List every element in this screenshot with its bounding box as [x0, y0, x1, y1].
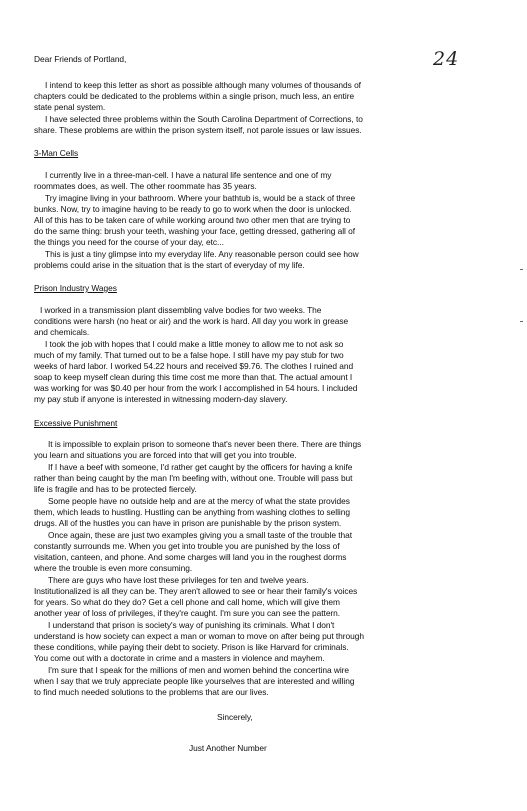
text-line: them, which leads to hustling. Hustling can be anything from washing clothes to selling — [34, 507, 350, 517]
text-line: these conditions, while paying their debt to society. Prison is like Harvard for criminals. — [34, 642, 349, 652]
signature: Just Another Number — [189, 743, 267, 753]
text-line: chapters could be dedicated to the problems within a single prison, much less, an entire — [34, 91, 355, 101]
text-line: Try imagine living in your bathroom. Where your bathtub is, would be a stack of three — [45, 193, 356, 203]
text-line: do the same thing: brush your teeth, washing your face, getting dressed, gathering all of — [34, 226, 355, 236]
text-line: You come out with a doctorate in crime and a masters in violence and mayhem. — [34, 653, 325, 663]
text-line: I took the job with hopes that I could make a little money to allow me to not ask so — [45, 339, 344, 349]
page-number: 24 — [433, 48, 460, 70]
text-line: the things you need for the course of your day, etc... — [34, 237, 224, 247]
text-line: much of my family. That turned out to be a false hope. I still have my pay stub for two — [34, 350, 344, 360]
text-line: If I have a beef with someone, I'd rather get caught by the officers for having a knife — [48, 462, 353, 472]
salutation: Dear Friends of Portland, — [34, 54, 127, 64]
text-line: soap to keep myself clean during this time cost me more than that. The actual amount I — [34, 372, 353, 382]
text-line: I'm sure that I speak for the millions of men and women behind the concertina wire — [48, 665, 350, 675]
text-line: roommates does, as well. The other roommate has 35 years. — [34, 181, 257, 191]
text-line: I currently live in a three-man-cell. I have a natural life sentence and one of my — [45, 170, 332, 180]
text-line: another year of loss of privileges, if they're caught. I'm sure you can see the pattern. — [34, 608, 341, 618]
closing: Sincerely, — [217, 712, 253, 722]
text-line: where the trouble is even more consuming. — [34, 563, 193, 573]
text-line: when I say that we truly appreciate people like yourselves that are interested and willing — [34, 676, 355, 686]
text-line: my pay stub if anyone is interested in witnessing modern-day slavery. — [34, 394, 288, 404]
text-line: drugs. All of the hustles you can have in prison are punishable by the prison system. — [34, 518, 342, 528]
text-line: visitation, canteen, and phone. And some charges will land you in the roughest dorms — [34, 552, 347, 562]
section-heading: Prison Industry Wages — [34, 283, 117, 293]
text-line: was working for was $0.40 per hour from the work I accomplished in 54 hours. I included — [34, 383, 358, 393]
text-line: constantly surrounds me. When you get into trouble you are punished by the loss of — [34, 541, 340, 551]
text-line: life is fragile and has to be protected fiercely. — [34, 484, 197, 494]
text-line: Once again, these are just two examples giving you a small taste of the trouble that — [48, 530, 352, 540]
section-heading: 3-Man Cells — [34, 148, 79, 158]
text-line: I intend to keep this letter as short as possible although many volumes of thousands of — [45, 80, 361, 90]
section-heading: Excessive Punishment — [34, 418, 118, 428]
text-line: understand is how society can expect a man or woman to move on after being put through — [34, 631, 364, 641]
text-line: This is just a tiny glimpse into my everyday life. Any reasonable person could see how — [45, 249, 359, 259]
text-line: I understand that prison is society's way of punishing its criminals. What I don't — [48, 620, 335, 630]
text-line: for years. So what do they do? Get a cell phone and call home, which will give them — [34, 597, 340, 607]
text-line: All of this has to be taken care of while working around two other men that are trying to — [34, 215, 351, 225]
text-line: weeks of hard labor. I worked 54.22 hours and received $9.76. The clothes I ruined and — [34, 361, 354, 371]
text-line: I have selected three problems within the South Carolina Department of Corrections, to — [45, 114, 363, 124]
text-line: Some people have no outside help and are at the mercy of what the state provides — [48, 496, 350, 506]
text-line: problems could arise in the situation that is the start of everyday of my life. — [34, 260, 305, 270]
text-line: state penal system. — [34, 102, 106, 112]
text-line: you learn and situations you are forced into that will get you into trouble. — [34, 450, 297, 460]
text-line: bunks. Now, try to imagine having to be ready to go to work when the door is unlocked. — [34, 204, 352, 214]
text-line: There are guys who have lost these privileges for ten and twelve years. — [48, 575, 309, 585]
text-line: It is impossible to explain prison to someone that's never been there. There are things — [48, 439, 362, 449]
text-line: I worked in a transmission plant dissembling valve bodies for two weeks. The — [40, 305, 322, 315]
text-line: Institutionalized is all they can be. They aren't allowed to see or hear their family's voices — [34, 586, 358, 596]
edge-mark — [520, 269, 523, 270]
text-line: rather than being caught by the man I'm beefing with, without one. Trouble will pass but — [34, 473, 353, 483]
text-line: to find much needed solutions to the problems that are our lives. — [34, 687, 269, 697]
edge-mark — [520, 321, 523, 322]
text-line: conditions were harsh (no heat or air) and the work is hard. All day you work in grease — [34, 316, 349, 326]
text-line: and chemicals. — [34, 327, 90, 337]
text-line: share. These problems are within the prison system itself, not parole issues or law issues. — [34, 125, 362, 135]
